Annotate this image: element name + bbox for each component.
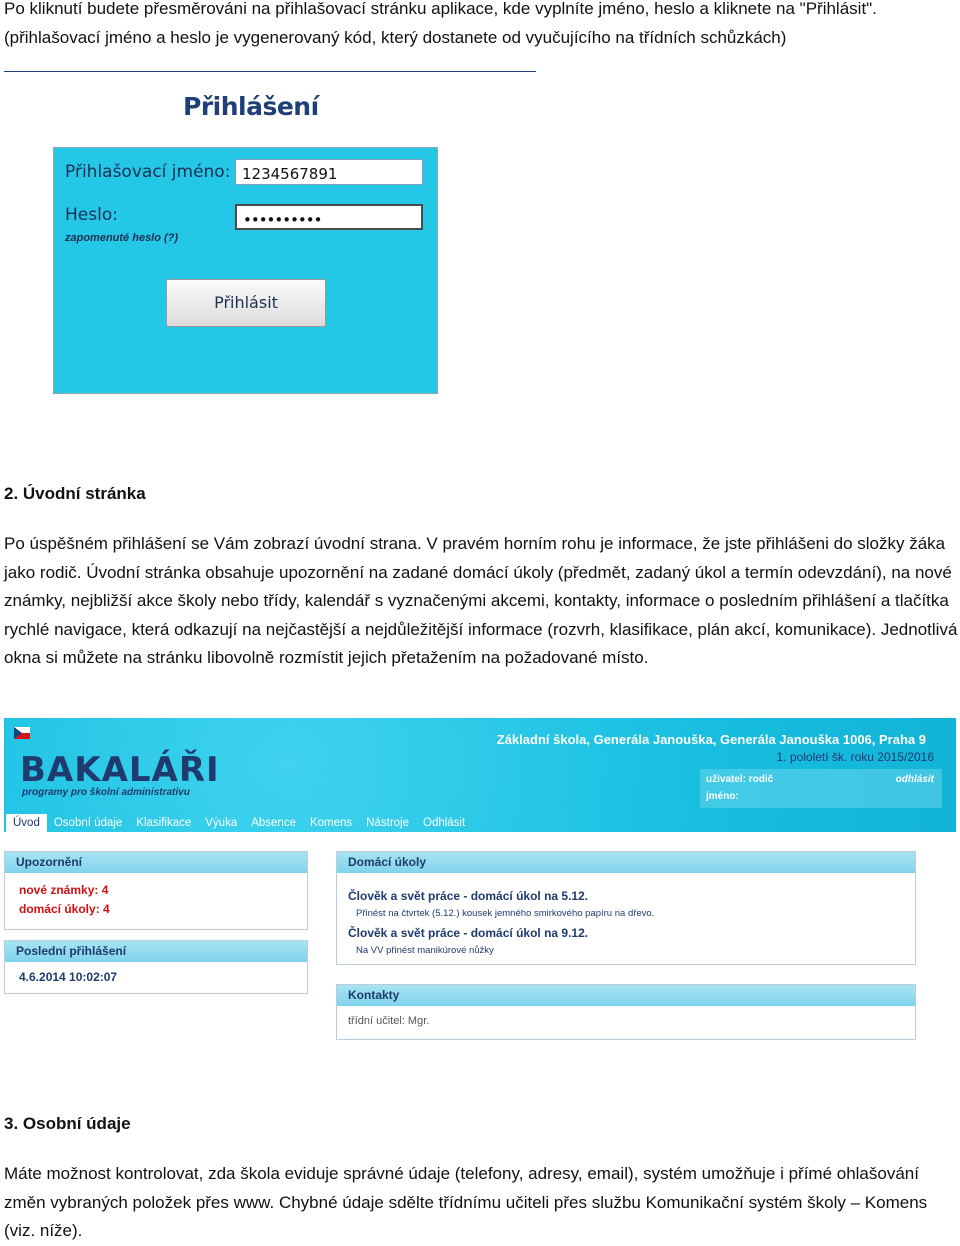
class-teacher: třídní učitel: Mgr. (348, 1015, 430, 1027)
username-label: Přihlašovací jméno: (65, 162, 231, 182)
app-logo: BAKALÁŘI (20, 750, 220, 790)
password-label: Heslo: (65, 205, 118, 225)
czech-flag-icon (14, 727, 30, 739)
forgot-password-link[interactable]: zapomenuté heslo (?) (65, 232, 179, 244)
homework-item-note: Na VV přinést manikúrové nůžky (356, 945, 494, 956)
nav-komens[interactable]: Komens (309, 817, 353, 829)
username-input[interactable]: 1234567891 (235, 159, 423, 185)
nav-nastroje[interactable]: Nástroje (366, 817, 409, 829)
homework-item-note: Přinést na čtvrtek (5.12.) kousek jemného smirkového papíru na dřevo. (356, 908, 655, 919)
nav-osobni-udaje[interactable]: Osobní údaje (53, 817, 123, 829)
school-name: Základní škola, Generála Janouška, Generála Janouška 1006, Praha 9 (496, 732, 926, 747)
last-login-title[interactable]: Poslední přihlášení (5, 941, 307, 962)
intro-line-2: (přihlašovací jméno a heslo je vygenerovaný kód, který dostanete od vyučujícího na třídních schůzkách) (4, 27, 787, 47)
homework-title[interactable]: Domácí úkoly (337, 852, 915, 873)
school-term: 1. pololetí šk. roku 2015/2016 (776, 750, 934, 764)
homework-panel (336, 851, 916, 965)
alerts-title[interactable]: Upozornění (5, 852, 307, 873)
password-input[interactable]: •••••••••• (235, 204, 423, 230)
login-title: Přihlášení (183, 92, 319, 121)
contacts-panel (336, 984, 916, 1040)
user-role: uživatel: rodič (706, 774, 774, 785)
app-screenshot (4, 718, 956, 1040)
new-grades-count[interactable]: nové známky: 4 (19, 883, 109, 897)
alerts-panel (4, 851, 308, 930)
nav-odhlasit[interactable]: Odhlásit (423, 817, 466, 829)
section-2-heading: 2. Úvodní stránka (4, 484, 146, 503)
nav-vyuka[interactable]: Výuka (205, 817, 238, 829)
user-name: jméno: (706, 791, 739, 802)
homework-item-title[interactable]: Člověk a svět práce - domácí úkol na 5.12. (348, 889, 589, 903)
intro-paragraph (4, 0, 959, 52)
contacts-title[interactable]: Kontakty (337, 985, 915, 1006)
section-3-heading: 3. Osobní údaje (4, 1114, 131, 1133)
last-login-panel (4, 940, 308, 994)
last-login-value: 4.6.2014 10:02:07 (19, 970, 118, 984)
app-header (4, 718, 956, 832)
main-nav (6, 814, 472, 832)
nav-absence[interactable]: Absence (251, 817, 296, 829)
app-logo-subtitle: programy pro školní administrativu (22, 787, 190, 798)
logout-link[interactable]: odhlásit (895, 774, 934, 785)
section-3-text: Máte možnost kontrolovat, zda škola eviduje správné údaje (telefony, adresy, email), systém umožňuje i přímé ohlašování změn vybraných položek přes www. Chybné údaje sdělte třídnímu učiteli přes službu Komunikační systém školy – Komens (viz. níže). (4, 1164, 928, 1240)
intro-line-1: Po kliknutí budete přesměrováni na přihlašovací stránku aplikace, kde vyplníte jméno, heslo a kliknete na "Přihlásit". (4, 0, 877, 18)
section-2-text: Po úspěšném přihlášení se Vám zobrazí úvodní strana. V pravém horním rohu je informace, že jste přihlášeni do složky žáka jako rodič. Úvodní stránka obsahuje upozornění na zadané domácí úkoly (předmět, zadaný úkol a termín odevzdání), na nové známky, nejbližší akce školy nebo třídy, kalendář s vyznačenými akcemi, kontakty, informace o posledním přihlášení a tlačítka rychlé navigace, která odkazují na nejčastější a nejdůležitější informace (rozvrh, klasifikace, plán akcí, komunikace). Jednotlivá okna si můžete na stránku libovolně rozmístit jejich přetažením na požadované místo. (4, 534, 958, 667)
user-info (700, 769, 942, 808)
homework-count[interactable]: domácí úkoly: 4 (19, 902, 110, 916)
nav-klasifikace[interactable]: Klasifikace (136, 817, 192, 829)
homework-item-title[interactable]: Člověk a svět práce - domácí úkol na 9.12. (348, 926, 589, 940)
nav-uvod[interactable]: Úvod (6, 814, 47, 832)
login-button[interactable]: Přihlásit (166, 279, 326, 327)
divider (4, 71, 536, 72)
login-form (53, 147, 438, 394)
